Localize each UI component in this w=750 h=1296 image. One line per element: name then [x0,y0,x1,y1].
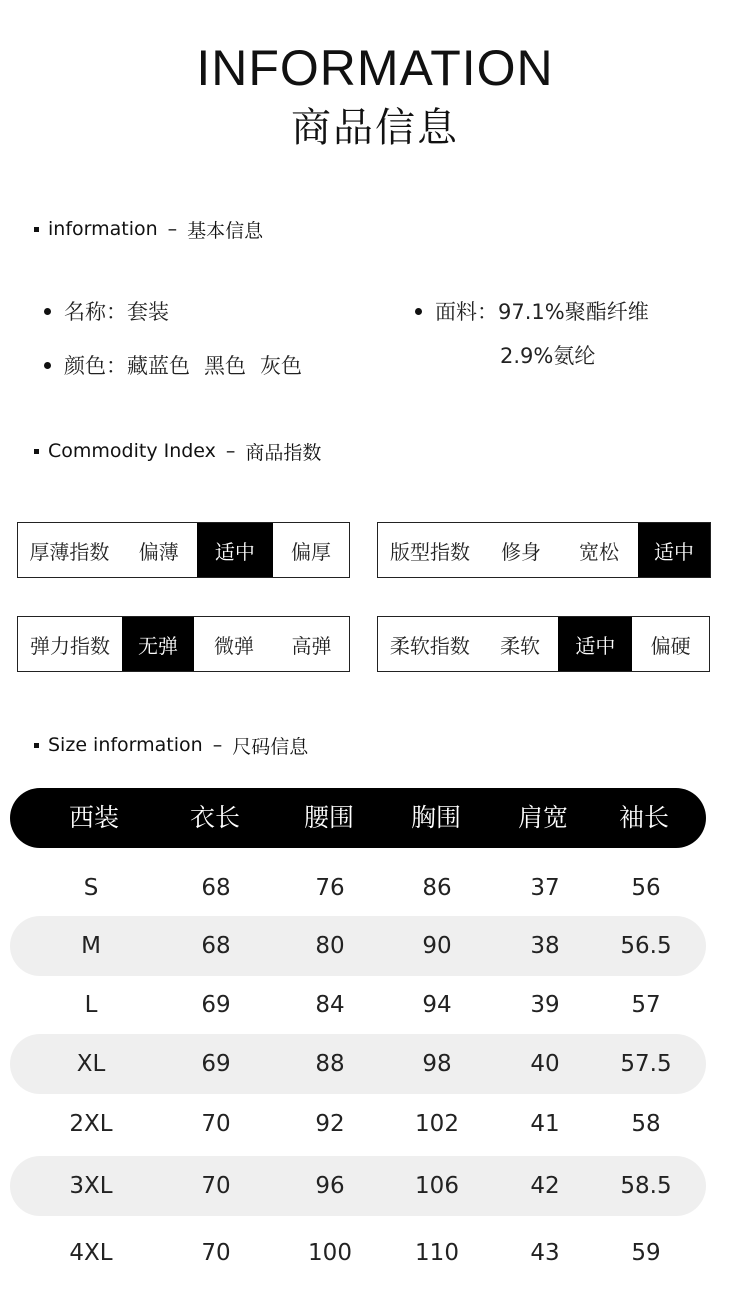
index-option: 宽松 [579,539,619,564]
column-header: 腰围 [303,803,354,832]
index-option-selected: 适中 [197,523,273,577]
index-box-elasticity [17,616,350,672]
table-cell: 69 [201,1051,231,1077]
square-bullet-icon [34,449,39,454]
table-cell: 41 [530,1111,560,1137]
section-heading-basic [34,214,263,244]
section-heading-en: Commodity Index [48,440,216,462]
fabric-value-2: 2.9%氨纶 [500,344,596,368]
name-row [44,295,169,327]
name-value: 套装 [127,300,169,324]
name-label: 名称： [64,300,127,324]
index-option: 偏薄 [138,539,179,564]
section-heading-en: information [48,218,158,240]
index-option-selected: 适中 [558,617,632,671]
dot-bullet-icon [44,308,51,315]
table-cell: 43 [530,1240,560,1266]
table-cell: 40 [530,1051,560,1077]
table-cell: 56 [631,875,661,901]
table-cell: 90 [422,933,452,959]
section-heading-en: Size information [48,734,203,756]
table-cell: 84 [315,992,345,1018]
square-bullet-icon [34,743,39,748]
table-cell: 70 [201,1173,231,1199]
table-cell: 76 [315,875,345,901]
table-cell: 80 [315,933,345,959]
table-cell: 92 [315,1111,345,1137]
table-cell: 56.5 [620,933,672,959]
table-cell: 106 [415,1173,459,1199]
section-heading-cn: 基本信息 [187,219,264,242]
table-cell: 102 [415,1111,459,1137]
table-cell: 110 [415,1240,459,1266]
table-cell: 68 [201,933,231,959]
column-header: 西装 [68,803,119,832]
dot-bullet-icon [44,362,51,369]
index-label: 厚薄指数 [29,539,110,564]
index-option-selected: 适中 [638,523,710,577]
section-heading-sep: – [225,440,236,462]
column-header: 肩宽 [517,803,568,832]
table-cell: 88 [315,1051,345,1077]
table-cell: 96 [315,1173,345,1199]
color-row [44,349,302,381]
section-heading-cn: 尺码信息 [232,735,309,758]
size-label: XL [76,1051,106,1077]
square-bullet-icon [34,227,39,232]
table-cell: 94 [422,992,452,1018]
column-header: 胸围 [410,803,461,832]
table-cell: 68 [201,875,231,901]
index-box-fit [377,522,711,578]
column-header: 袖长 [618,803,669,832]
index-label: 版型指数 [390,539,470,564]
table-cell: 59 [631,1240,661,1266]
index-option-selected: 无弹 [122,617,194,671]
table-cell: 69 [201,992,231,1018]
section-heading-sep: – [212,734,223,756]
index-option: 修身 [501,539,541,564]
table-cell: 39 [530,992,560,1018]
dot-bullet-icon [415,308,422,315]
fabric-value: 97.1%聚酯纤维 [498,300,649,324]
section-heading-sep: – [167,218,178,240]
table-cell: 86 [422,875,452,901]
color-value: 黑色 [204,354,246,378]
size-label: 3XL [69,1173,113,1199]
size-label: 2XL [69,1111,113,1137]
table-cell: 58.5 [620,1173,672,1199]
page-title-cn: 商品信息 [291,105,459,151]
index-option: 微弹 [214,633,254,658]
size-label: 4XL [69,1240,113,1266]
section-heading-commodity [34,436,321,466]
section-heading-size [34,730,308,760]
index-box-thickness [17,522,350,578]
size-label: S [83,875,99,901]
table-cell: 98 [422,1051,452,1077]
table-cell: 57 [631,992,661,1018]
fabric-row [415,295,649,327]
size-label: M [81,933,101,959]
index-label: 弹力指数 [30,633,110,658]
size-label: L [84,992,98,1018]
size-table-header [10,788,706,848]
color-value: 藏蓝色 [127,354,190,378]
column-header: 衣长 [189,803,240,832]
table-cell: 70 [201,1111,231,1137]
table-cell: 42 [530,1173,560,1199]
table-cell: 38 [530,933,560,959]
section-heading-cn: 商品指数 [245,441,322,464]
color-label: 颜色： [64,354,127,378]
index-option: 柔软 [500,633,541,658]
table-cell: 58 [631,1111,661,1137]
fabric-label: 面料： [435,300,498,324]
index-option: 高弹 [291,633,332,658]
table-cell: 37 [530,875,560,901]
index-option: 偏硬 [650,633,691,658]
color-value: 灰色 [260,354,302,378]
index-option: 偏厚 [290,539,331,564]
table-cell: 57.5 [620,1051,672,1077]
table-cell: 100 [308,1240,352,1266]
index-box-softness [377,616,710,672]
page-title-en: INFORMATION [196,40,554,96]
index-label: 柔软指数 [389,633,470,658]
table-cell: 70 [201,1240,231,1266]
